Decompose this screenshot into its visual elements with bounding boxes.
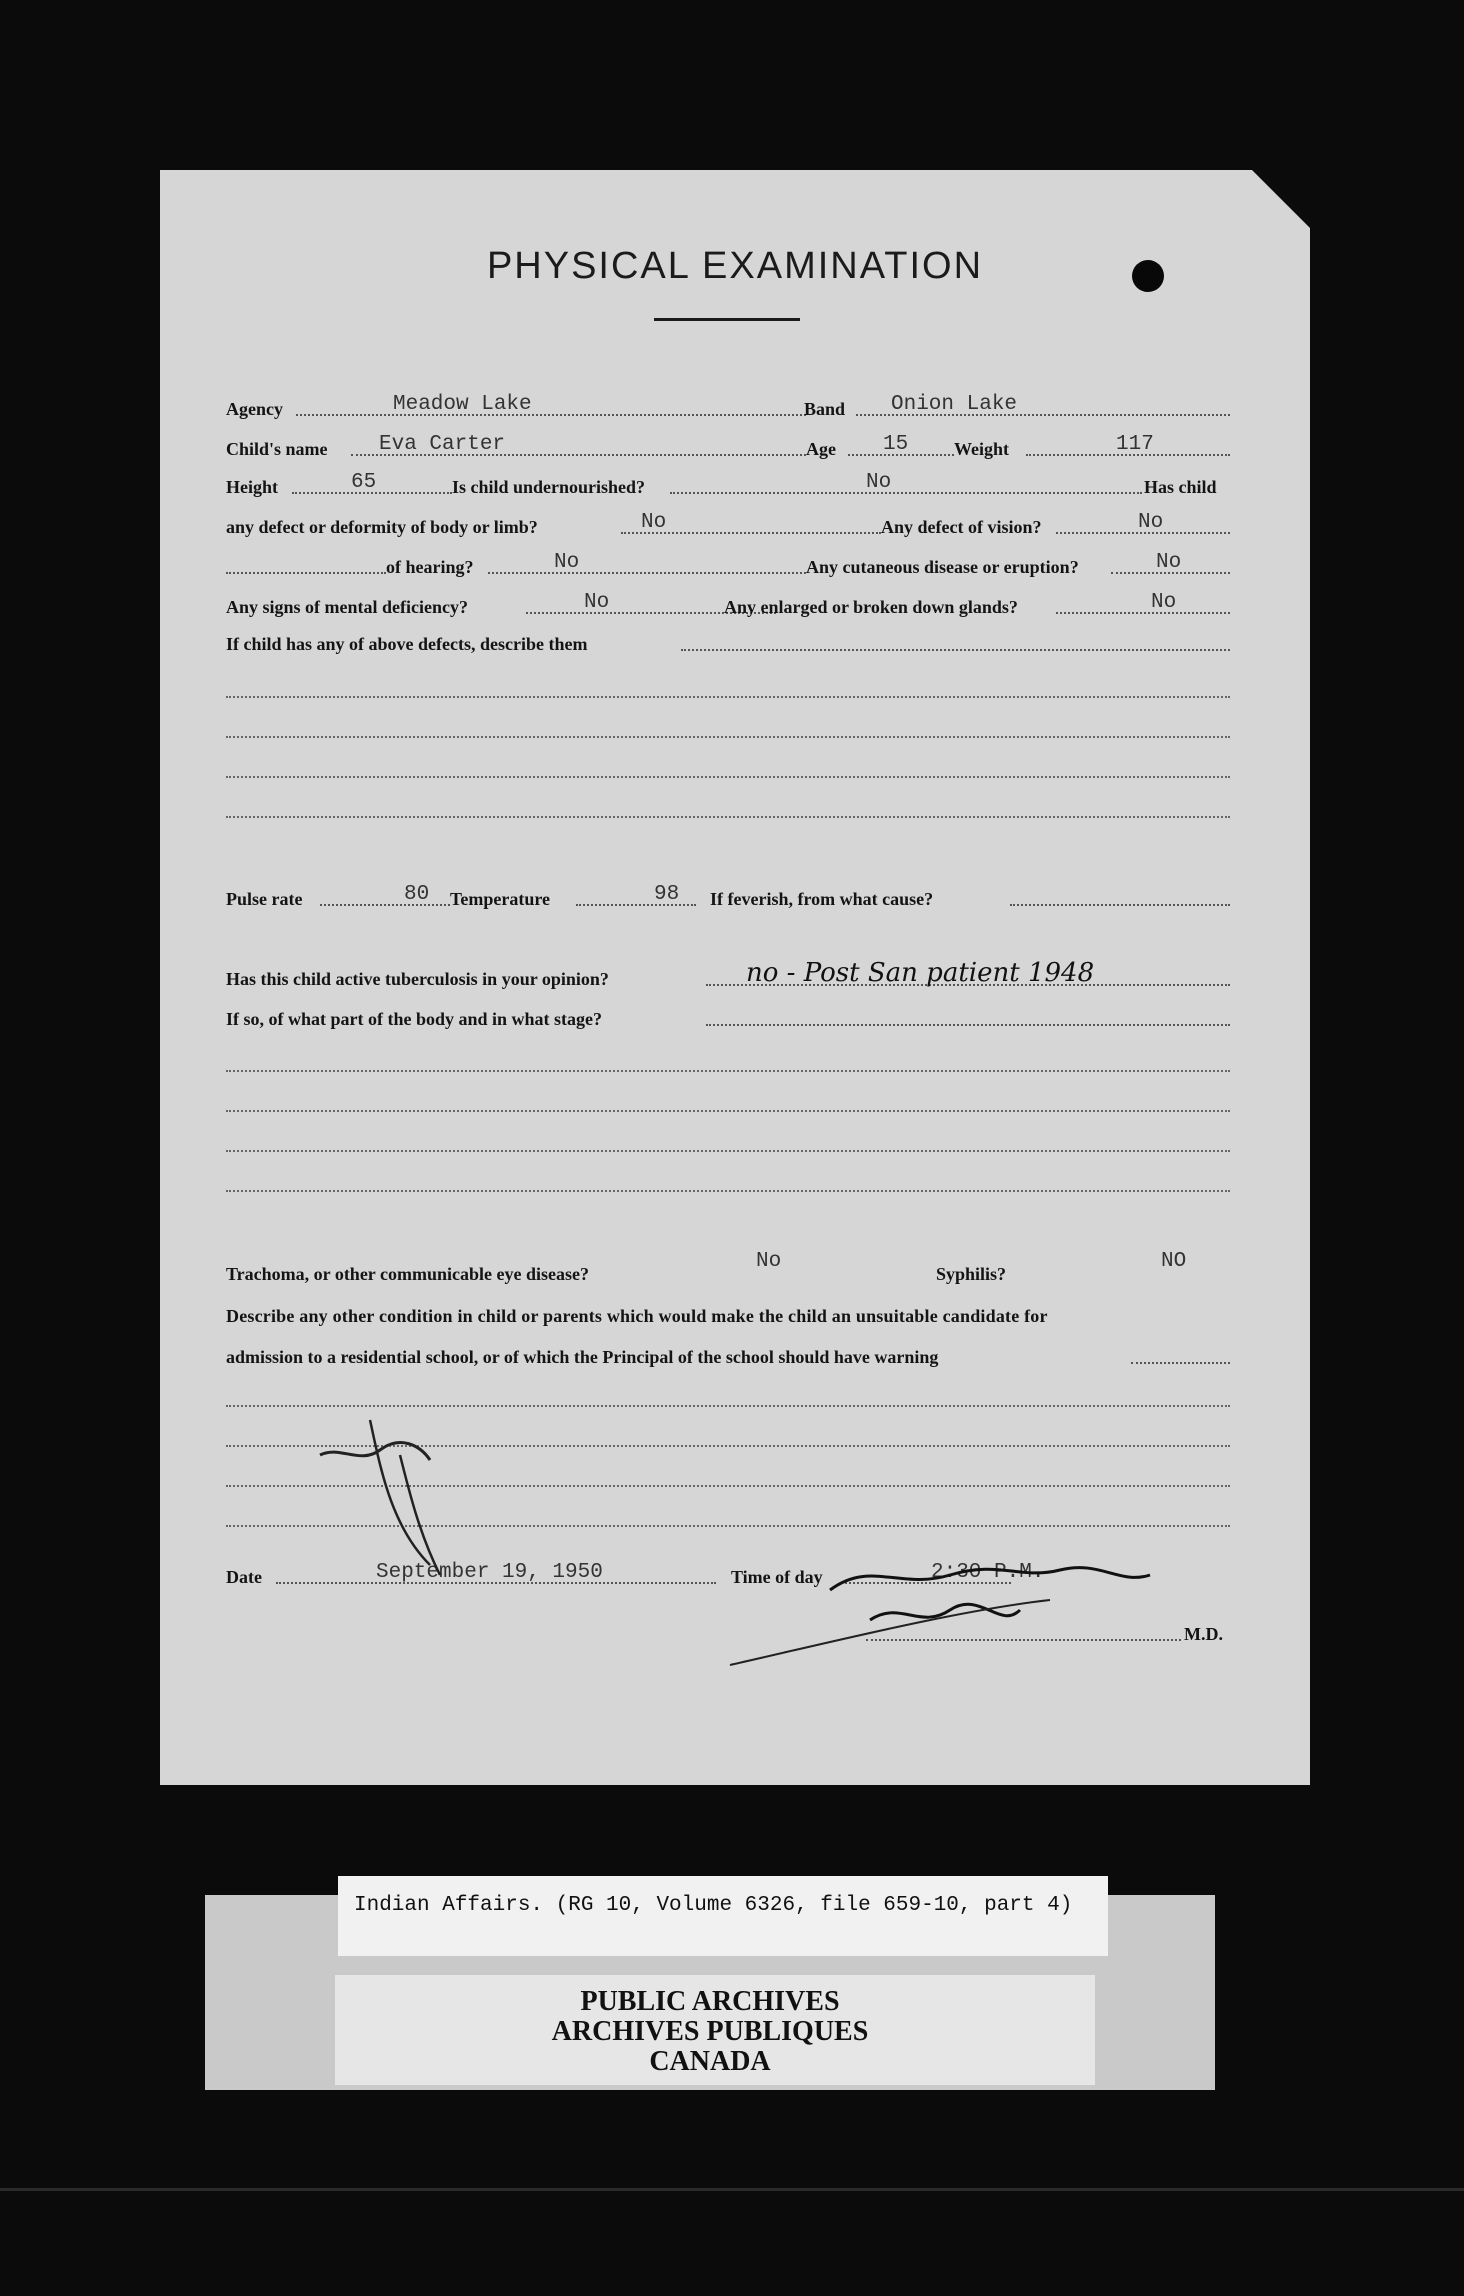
label-temperature: Temperature [450,889,550,909]
value-temperature: 98 [654,883,680,906]
label-has-child: Has child [1144,477,1217,497]
label-undernourished: Is child undernourished? [452,477,646,497]
value-defect-vision: No [1138,511,1164,534]
value-band: Onion Lake [891,393,1018,416]
scan-border-line [0,2188,1464,2191]
label-agency: Agency [226,399,283,419]
value-tb: no - Post San patient 1948 [746,958,1095,988]
archive-reference-label [338,1876,1108,1956]
label-cutaneous: Any cutaneous disease or eruption? [806,557,1079,577]
title-underline [654,318,800,321]
row-describe-other-2 [226,1338,1230,1370]
value-date: September 19, 1950 [376,1561,603,1584]
value-syphilis: NO [1161,1250,1187,1273]
value-cutaneous: No [1156,551,1182,574]
label-defect-vision: Any defect of vision? [881,517,1042,537]
row-hearing [226,548,1230,580]
label-tb: Has this child active tuberculosis in your opinion? [226,969,609,989]
blank-line [226,1110,1230,1112]
label-feverish: If feverish, from what cause? [710,889,934,909]
value-height: 65 [351,471,377,494]
blank-line [226,1405,1230,1407]
blank-line [226,1150,1230,1152]
label-time-of-day: Time of day [731,1567,823,1587]
row-mental-glands [226,588,1230,620]
value-age: 15 [883,433,909,456]
label-weight: Weight [954,439,1010,459]
label-trachoma: Trachoma, or other communicable eye disease? [226,1264,589,1284]
value-mental: No [584,591,610,614]
label-band: Band [804,399,846,419]
blank-line [226,816,1230,818]
row-agency-band [226,390,1230,422]
row-trachoma-syphilis [226,1250,1230,1287]
row-tb-stage [226,1000,1230,1032]
row-pulse-temperature [226,880,1230,912]
blank-line [226,736,1230,738]
label-glands: Any enlarged or broken down glands? [724,597,1018,617]
archive-reference-text: Indian Affairs. (RG 10, Volume 6326, file 659-10, part 4) [354,1894,1073,1917]
initials-scribble [310,1415,470,1585]
form-title: PHYSICAL EXAMINATION [486,245,984,287]
row-describe-other-1 [226,1297,1230,1329]
label-md: M.D. [1184,1624,1223,1644]
blank-line [226,776,1230,778]
label-height: Height [226,477,278,497]
label-age: Age [806,439,836,459]
blank-line [226,1070,1230,1072]
value-child-name: Eva Carter [379,433,506,456]
label-date: Date [226,1567,262,1587]
label-defect-body: any defect or deformity of body or limb? [226,517,538,537]
row-defects [226,508,1230,540]
value-weight: 117 [1116,433,1154,456]
value-trachoma: No [756,1250,782,1273]
label-mental: Any signs of mental deficiency? [226,597,468,617]
row-height [226,468,1230,500]
row-name-age-weight [226,430,1230,462]
value-time-of-day: 2:30 P.M. [931,1561,1045,1584]
value-agency: Meadow Lake [393,393,532,416]
physical-examination-form [160,170,1310,1785]
label-child-name: Child's name [226,439,328,459]
value-hearing: No [554,551,580,574]
physician-signature [720,1550,1180,1670]
archive-stamp: PUBLIC ARCHIVES ARCHIVES PUBLIQUES CANADA [551,1986,869,2077]
value-pulse: 80 [404,883,430,906]
folded-corner [1246,164,1316,234]
punch-hole [1132,260,1164,292]
row-describe-defects [226,625,1230,657]
row-tuberculosis [226,960,1230,992]
label-describe-other-1: Describe any other condition in child or parents which would make the child an unsuitable candidate for [226,1306,1048,1326]
blank-line [226,1190,1230,1192]
label-describe-defects: If child has any of above defects, describe them [226,634,588,654]
label-tb-stage: If so, of what part of the body and in what stage? [226,1009,603,1029]
value-glands: No [1151,591,1177,614]
value-undernourished: No [866,471,892,494]
label-syphilis: Syphilis? [936,1264,1007,1284]
blank-line [226,696,1230,698]
label-hearing: of hearing? [386,557,474,577]
label-describe-other-2: admission to a residential school, or of which the Principal of the school should have warning [226,1347,939,1367]
label-pulse: Pulse rate [226,889,303,909]
value-defect-body: No [641,511,667,534]
